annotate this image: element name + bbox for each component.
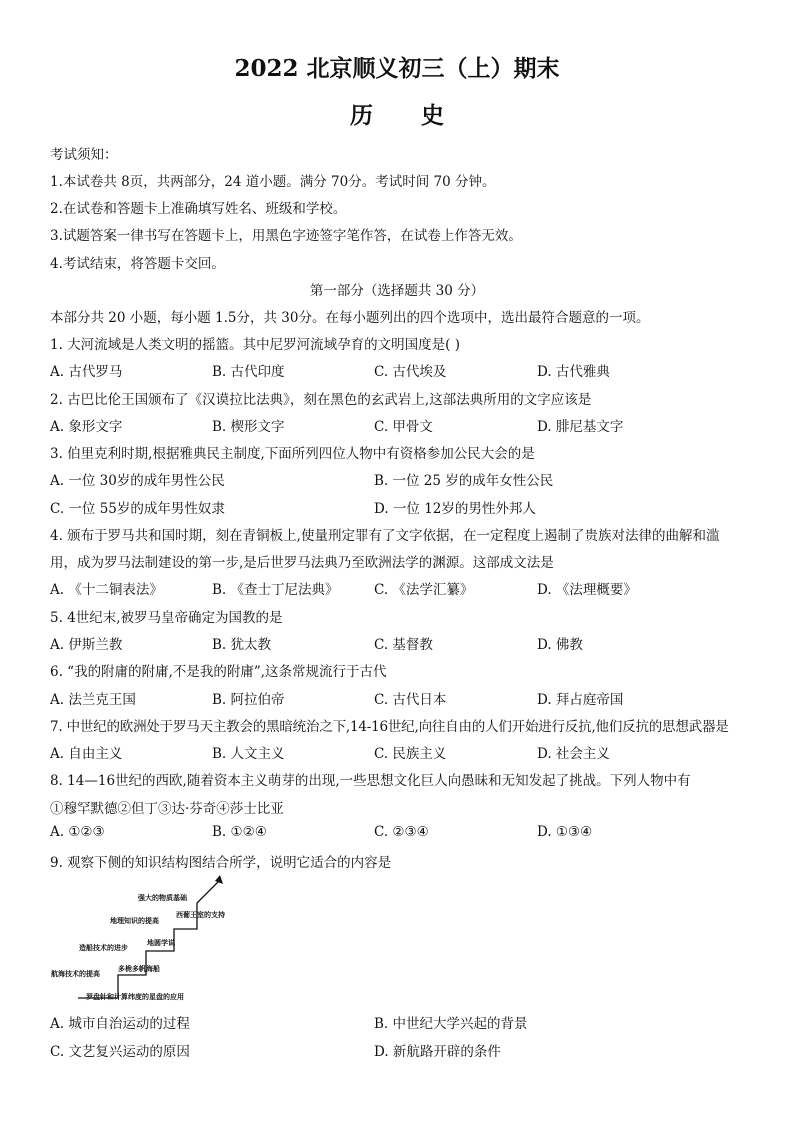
option-d: D. 一位 12岁的男性外邦人 xyxy=(374,501,536,517)
diagram-label: 地理知识的提高 xyxy=(110,916,159,925)
option-c: C. 古代日本 xyxy=(374,692,447,708)
part1-intro: 本部分共 20 小题，每小题 1.5分，共 30分。在每小题列出的四个选项中，选出最符合题意的一项。 xyxy=(50,310,650,326)
notice-item: 3.试题答案一律书写在答题卡上，用黑色字迹签字笔作答，在试卷上作答无效。 xyxy=(50,228,522,244)
question-stem: 1. 大河流域是人类文明的摇篮。其中尼罗河流域孕育的文明国度是( ) xyxy=(50,337,460,353)
option-a: A. 象形文字 xyxy=(50,419,123,435)
diagram-label: 多桅多帆海船 xyxy=(118,964,160,973)
option-b: B. ①②④ xyxy=(212,824,267,840)
option-a: A. 自由主义 xyxy=(50,746,123,762)
option-b: B. 楔形文字 xyxy=(212,419,285,435)
subject-title: 历史 xyxy=(350,102,492,129)
option-d: D. 腓尼基文字 xyxy=(537,419,624,435)
question-stem-cont: ①穆罕默德②但丁③达·芬奇④莎士比亚 xyxy=(50,801,284,817)
notice-heading: 考试须知： xyxy=(50,147,118,163)
option-c: C. 甲骨文 xyxy=(374,419,433,435)
question-stem: 5. 4世纪末,被罗马皇帝确定为国教的是 xyxy=(50,610,283,626)
notice-item: 4.考试结束，将答题卡交回。 xyxy=(50,256,225,272)
option-a: A. 法兰克王国 xyxy=(50,692,136,708)
option-a: A. 《十二铜表法》 xyxy=(50,582,163,598)
option-b: B. 人文主义 xyxy=(212,746,285,762)
option-d: D. 拜占庭帝国 xyxy=(537,692,624,708)
option-b: B. 阿拉伯帝 xyxy=(212,692,285,708)
question-stem: 3. 伯里克利时期,根据雅典民主制度,下面所列四位人物中有资格参加公民大会的是 xyxy=(50,446,535,462)
question-stem-cont: 用，成为罗马法制建设的第一步,是后世罗马法典乃至欧洲法学的渊源。这部成文法是 xyxy=(50,555,554,571)
option-d: D. ①③④ xyxy=(537,824,593,840)
knowledge-structure-diagram xyxy=(50,872,260,1007)
option-d: D. 《法理概要》 xyxy=(537,582,637,598)
arrow-head-icon xyxy=(215,875,223,884)
option-b: B. 《查士丁尼法典》 xyxy=(212,582,339,598)
diagram-label: 航海技术的提高 xyxy=(51,969,100,978)
option-b: B. 一位 25 岁的成年女性公民 xyxy=(374,473,554,489)
question-stem: 9. 观察下侧的知识结构图结合所学，说明它适合的内容是 xyxy=(50,855,392,871)
option-c: C. 基督教 xyxy=(374,637,433,653)
question-stem: 6. “我的附庸的附庸,不是我的附庸”,这条常规流行于古代 xyxy=(50,664,387,680)
option-a: A. 古代罗马 xyxy=(50,364,123,380)
option-c: C. 文艺复兴运动的原因 xyxy=(50,1044,190,1060)
option-d: D. 新航路开辟的条件 xyxy=(374,1044,501,1060)
part1-heading: 第一部分（选择题共 30 分） xyxy=(309,283,485,299)
diagram-label: 强大的物质基础 xyxy=(138,893,187,902)
option-a: A. 伊斯兰教 xyxy=(50,637,123,653)
page-title: 2022 北京顺义初三（上）期末 xyxy=(234,55,560,82)
option-a: A. ①②③ xyxy=(50,824,105,840)
option-a: A. 一位 30岁的成年男性公民 xyxy=(50,473,225,489)
option-a: A. 城市自治运动的过程 xyxy=(50,1016,190,1032)
question-stem: 2. 古巴比伦王国颁布了《汉谟拉比法典》，刻在黑色的玄武岩上,这部法典所用的文字应该是 xyxy=(50,392,592,408)
option-c: C. 古代埃及 xyxy=(374,364,447,380)
question-stem: 4. 颁布于罗马共和国时期，刻在青铜板上,使量刑定罪有了文字依据，在一定程度上遏制了贵族对法律的曲解和滥 xyxy=(50,528,720,544)
notice-item: 2.在试卷和答题卡上准确填写姓名、班级和学校。 xyxy=(50,201,347,217)
diagram-label: 造船技术的进步 xyxy=(79,943,128,952)
option-b: B. 古代印度 xyxy=(212,364,285,380)
option-b: B. 中世纪大学兴起的背景 xyxy=(374,1016,528,1032)
option-c: C. 民族主义 xyxy=(374,746,447,762)
option-d: D. 古代雅典 xyxy=(537,364,610,380)
notice-item: 1.本试卷共 8页，共两部分，24 道小题。满分 70分。考试时间 70 分钟。 xyxy=(50,174,496,190)
option-b: B. 犹太教 xyxy=(212,637,272,653)
question-stem: 7. 中世纪的欧洲处于罗马天主教会的黑暗统治之下,14-16世纪,向往自由的人们开始进行反抗,他们反抗的思想武器是 xyxy=(50,719,729,735)
option-c: C. ②③④ xyxy=(374,824,429,840)
option-d: D. 佛教 xyxy=(537,637,583,653)
diagram-label: 罗盘针和计算纬度的星盘的应用 xyxy=(86,992,184,1001)
option-c: C. 一位 55岁的成年男性奴隶 xyxy=(50,501,225,517)
diagram-label: 西葡王室的支持 xyxy=(176,910,225,919)
diagram-label: 地圆学说 xyxy=(147,938,175,947)
option-c: C. 《法学汇纂》 xyxy=(374,582,474,598)
question-stem: 8. 14—16世纪的西欧,随着资本主义萌芽的出现,一些思想文化巨人向愚昧和无知发起了挑战。下列人物中有 xyxy=(50,773,691,789)
option-d: D. 社会主义 xyxy=(537,746,610,762)
